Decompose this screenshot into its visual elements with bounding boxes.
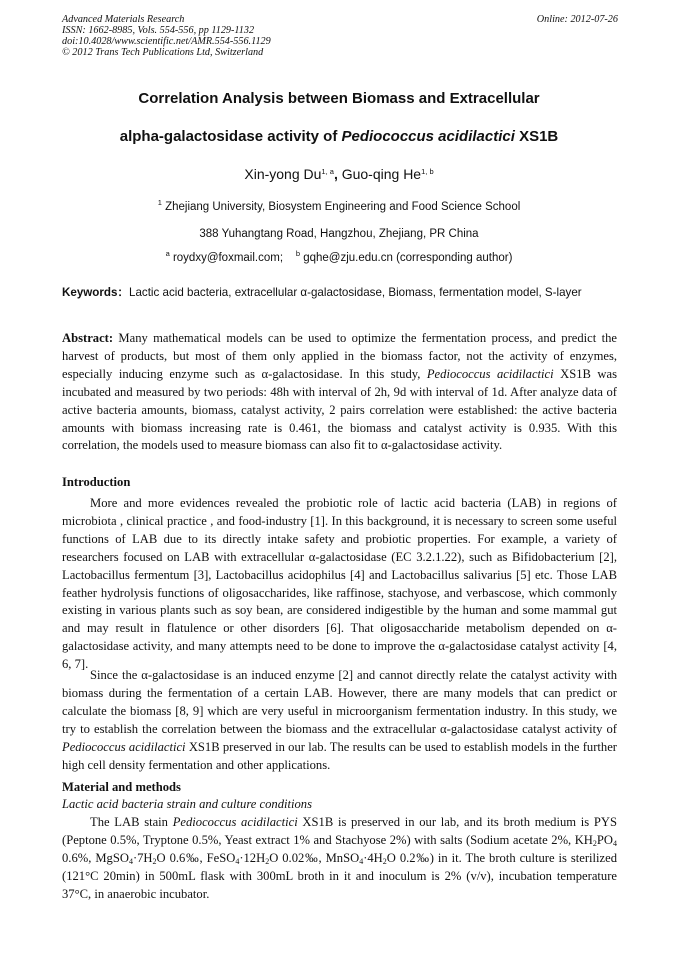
- issn-line: ISSN: 1662-8985, Vols. 554-556, pp 1129-1132: [62, 25, 255, 36]
- journal-name: Advanced Materials Research: [62, 14, 185, 25]
- copyright-line: © 2012 Trans Tech Publications Ltd, Switzerland: [62, 47, 264, 58]
- introduction-paragraph-2: [62, 667, 617, 774]
- author-1: Xin-yong Du: [244, 166, 322, 182]
- mm-sub: 2: [592, 838, 597, 848]
- title-text: alpha-galactosidase activity of: [119, 128, 342, 145]
- abstract-species: Pediococcus acidilactici: [426, 366, 554, 381]
- mm-text-a: The LAB stain: [90, 815, 173, 829]
- doi-line: doi:10.4028/www.scientific.net/AMR.554-556.1129: [62, 36, 271, 47]
- mm-text-j: O 0.2‰) in it. The broth culture is sterilized (121°C 20min) in 500mL flask with 300mL broth in it and inoculum is 2% (v/v), incubation temperature 37°C, in anaerobic incubator.: [62, 850, 618, 901]
- abstract-label: Abstract:: [62, 331, 114, 345]
- methods-heading: Material and methods: [62, 780, 181, 794]
- keywords: [62, 284, 617, 301]
- mm-sub: 4: [359, 856, 364, 866]
- mm-text-g: ·12H: [239, 850, 266, 865]
- introduction-heading: Introduction: [62, 475, 131, 489]
- journal-header: [62, 14, 618, 58]
- mm-sub: 2: [265, 856, 270, 866]
- author-2-affil: 1, b: [421, 167, 434, 176]
- email-a[interactable]: roydxy@foxmail.com;: [169, 252, 284, 264]
- mm-sub: 2: [152, 856, 157, 866]
- affiliation-emails: [0, 249, 678, 264]
- affiliation-institution: [0, 198, 678, 213]
- abstract: [62, 330, 617, 455]
- intro2-text-b: XS1B preserved in our lab. The results can be used to establish models in the further high cell density fermentation and other applications.: [62, 739, 617, 772]
- introduction-paragraph-1: More and more evidences revealed the probiotic role of lactic acid bacteria (LAB) in regions of microbiota , clinical practice , and food-industry [1]. In this background, it is necessary to screen some useful functions of LAB due to its directly intake safety and probiotic properties. For example, a variety of researchers focused on LAB with extracellular α-galactosidase (EC 3.2.1.22), such as Bifidobacterium [2], Lactobacillus fermentum [3], Lactobacillus acidophilus [4] and Lactobacillus salivarius [5] etc. Those LAB feather hydrolysis functions of oligosaccharides, like raffinose, stachyose, and verbascose, which commonly existing in various plants such as soy bean, are considered indigestible by the human and some mammal gut and may result in flatulence or other disorders [6]. That oligosaccharide metabolism depended on α-galactosidase activity, and many attempts need to be done to improve the α-galactosidase catalyst activity [4, 6, 7].: [62, 496, 617, 672]
- abstract-text-2: XS1B was incubated and measured by two periods: 48h with interval of 2h, 9d with interval of 1d. After analyze data of active bacteria amounts, biomass, catalyst activity, 2 pairs correlation were established: the active bacteria amounts with biomass increasing rate is 0.461, the biomass and catalyst activity is 0.935. With this correlation, the models used to measure biomass can also fit to α-galactosidase activity.: [62, 366, 617, 453]
- mm-sub: 4: [128, 856, 133, 866]
- mm-species: Pediococcus acidilactici: [172, 815, 298, 829]
- affil-institution-text: Zhejiang University, Biosystem Engineering and Food Science School: [161, 201, 521, 213]
- email-b-marker: b: [295, 249, 300, 258]
- intro2-species: Pediococcus acidilactici: [62, 739, 186, 754]
- affil-marker: 1: [157, 198, 162, 207]
- author-2: Guo-qing He: [341, 166, 422, 182]
- keywords-text: Lactic acid bacteria, extracellular α-galactosidase, Biomass, fermentation model, S-layer: [129, 286, 582, 299]
- author-1-affil: 1, a: [321, 167, 334, 176]
- abstract-text-1: Many mathematical models can be used to optimize the fermentation process, and predict the harvest of products, but most of them only applied in the biomass factor, not the activity of enzymes, especially inducing enzyme such as α-galactosidase. In this study,: [62, 331, 617, 381]
- mm-sub: 4: [235, 856, 240, 866]
- affiliation-address: 388 Yuhangtang Road, Hangzhou, Zhejiang, PR China: [199, 228, 479, 240]
- mm-sub: 2: [382, 856, 387, 866]
- email-b[interactable]: gqhe@zju.edu.cn (corresponding author): [300, 252, 513, 264]
- methods-subheading: Lactic acid bacteria strain and culture conditions: [62, 797, 312, 811]
- mm-text-i: ·4H: [363, 850, 383, 865]
- mm-sub: 4: [613, 838, 617, 848]
- mm-text-e: ·7H: [132, 850, 153, 865]
- methods-paragraph: [62, 814, 617, 904]
- paper-title-line-1: Correlation Analysis between Biomass and Extracellular: [138, 90, 540, 107]
- mm-text-f: O 0.6‰, FeSO: [156, 850, 236, 865]
- mm-text-h: O 0.02‰, MnSO: [269, 850, 360, 865]
- title-species: Pediococcus acidilactici: [341, 128, 515, 145]
- author-separator: ,: [333, 166, 342, 182]
- intro2-text-a: Since the α-galactosidase is an induced enzyme [2] and cannot directly relate the catalyst activity with biomass during the fermentation of a certain LAB. However, there are many models that can predict or calculate the biomass [8, 9] which are very useful in microorganism fermentation industry. In this study, we try to establish the correlation between the biomass and the extracellular α-galactosidase catalyst activity of: [62, 668, 617, 736]
- email-a-marker: a: [165, 249, 170, 258]
- keywords-label: Keywords：: [62, 286, 130, 299]
- mm-text-d: 0.6%, MgSO: [62, 850, 129, 865]
- paper-title-line-2: [0, 128, 678, 145]
- title-strain: XS1B: [514, 128, 559, 145]
- author-list: [0, 166, 678, 182]
- mm-text-c: PO: [596, 832, 613, 847]
- mm-text-b: XS1B is preserved in our lab, and its broth medium is PYS (Peptone 0.5%, Tryptone 0.5%, Yeast extract 1% and Stachyose 2%) with salts (Sodium acetate 2%, KH: [62, 815, 617, 847]
- online-date: Online: 2012-07-26: [536, 14, 618, 25]
